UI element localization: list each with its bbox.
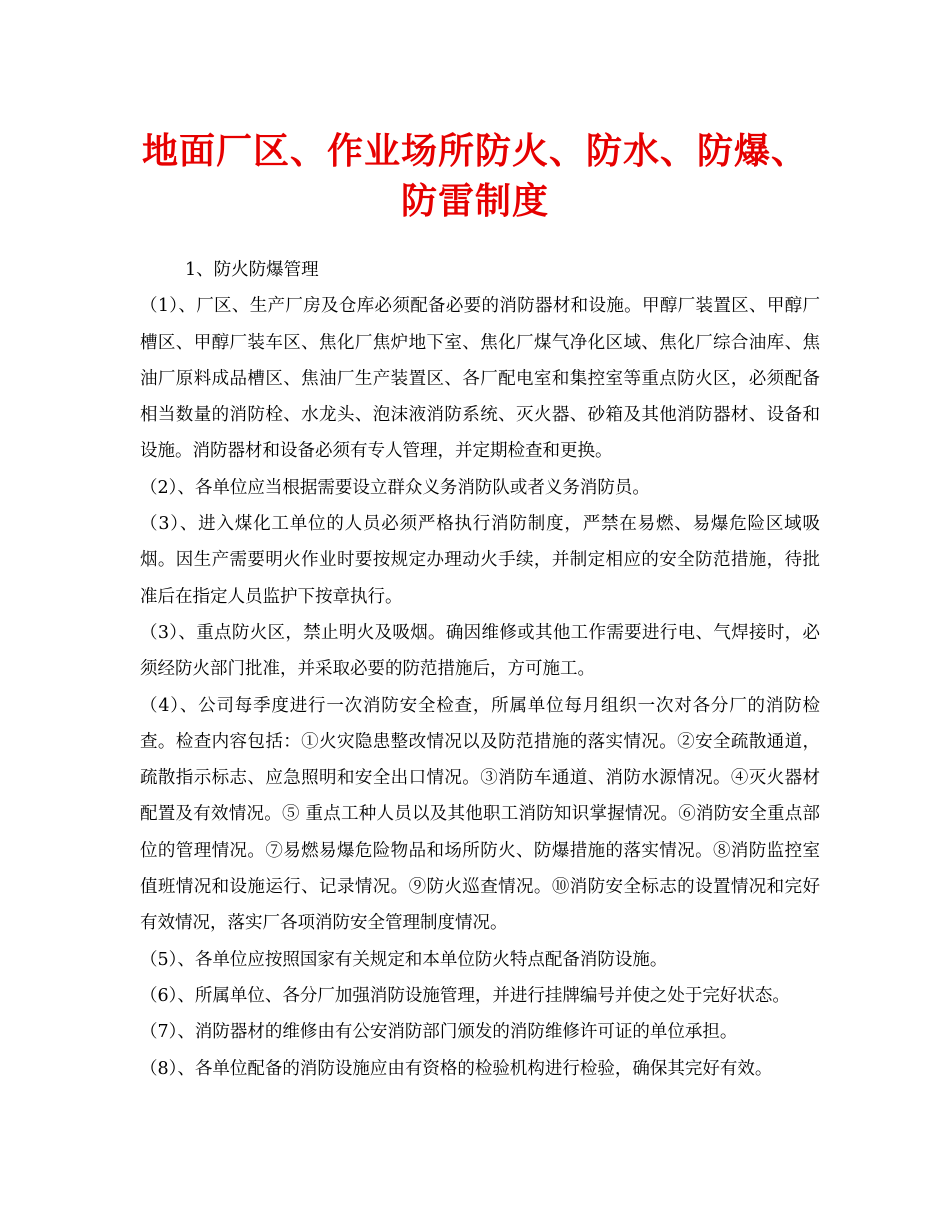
paragraph-4: （3）、重点防火区，禁止明火及吸烟。确因维修或其他工作需要进行电、气焊接时，必须经防火部门批准，并采取必要的防范措施后，方可施工。 [140,622,820,680]
paragraph-3: （3）、进入煤化工单位的人员必须严格执行消防制度，严禁在易燃、易爆危险区域吸烟。因生产需要明火作业时要按规定办理动火手续，并制定相应的安全防范措施，待批准后在指定人员监护下按章执行。 [140,514,820,607]
paragraph-1: （1）、厂区、生产厂房及仓库必须配备必要的消防器材和设施。甲醇厂装置区、甲醇厂槽区、甲醇厂装车区、焦化厂焦炉地下室、焦化厂煤气净化区域、焦化厂综合油库、焦油厂原料成品槽区、焦油厂生产装置区、各厂配电室和集控室等重点防火区，必须配备相当数量的消防栓、水龙头、泡沫液消防系统、灭火器、砂箱及其他消防器材、设备和设施。消防器材和设备必须有专人管理，并定期检查和更换。 [140,296,820,462]
paragraph-6: （5）、各单位应按照国家有关规定和本单位防火特点配备消防设施。 [140,949,668,970]
paragraph-8: （7）、消防器材的维修由有公安消防部门颁发的消防维修许可证的单位承担。 [140,1022,738,1043]
paragraph-5: （4）、公司每季度进行一次消防安全检查，所属单位每月组织一次对各分厂的消防检查。检查内容包括：①火灾隐患整改情况以及防范措施的落实情况。②安全疏散通道，疏散指示标志、应急照明和安全出口情况。③消防车通道、消防水源情况。④灭火器材配置及有效情况。⑤ 重点工种人员以及其他职工消防知识掌握情况。⑥消防安全重点部位的管理情况。⑦易燃易爆危险物品和场所防火、防爆措施的落实情况。⑧消防监控室值班情况和设施运行、记录情况。⑨防火巡查情况。⑩消防安全标志的设置情况和完好有效情况，落实厂各项消防安全管理制度情况。 [140,695,820,934]
section-heading: 1、防火防爆管理 [185,260,319,280]
paragraph-2: （2）、各单位应当根据需要设立群众义务消防队或者义务消防员。 [140,477,650,498]
paragraph-7: （6）、所属单位、各分厂加强消防设施管理，并进行挂牌编号并使之处于完好状态。 [140,985,790,1006]
document-body [140,252,820,1087]
document-title: 地面厂区、作业场所防火、防水、防爆、防雷制度 [141,130,808,222]
paragraph-9: （8）、各单位配备的消防设施应由有资格的检验机构进行检验，确保其完好有效。 [140,1058,773,1079]
